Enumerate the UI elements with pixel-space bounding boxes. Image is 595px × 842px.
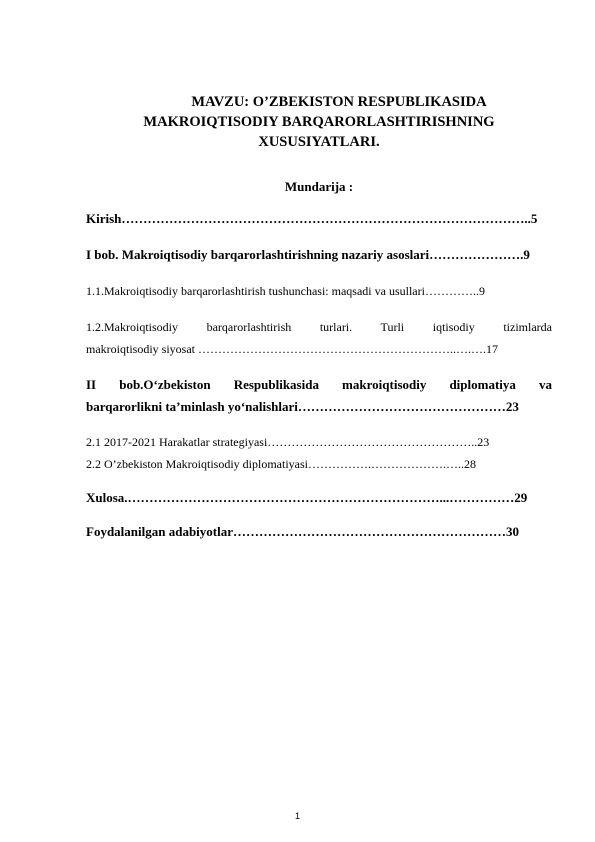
title-line-1: MAVZU: O’ZBEKISTON RESPUBLIKASIDA [191,94,487,110]
title-line-3: XUSUSIYATLARI. [258,134,380,150]
toc-entry-chapter-2-line-2: barqarorlikni ta’minlash yo‘nalishlari…………………………………………23 [86,399,519,414]
toc-entry-references: Foydalanilgan adabiyotlar………………………………………………………30 [86,524,519,539]
page-number: 1 [294,811,300,821]
toc-entry-section-2-1: 2.1 2017-2021 Harakatlar strategiyasi……………………………………………..23 [86,435,490,449]
toc-entry-section-1-2-line-1: 1.2.Makroiqtisodiy barqarorlashtirish turlari. Turli iqtisodiy tizimlarda [86,320,552,334]
toc-heading: Mundarija : [284,179,354,194]
toc-entry-section-2-2: 2.2 O’zbekiston Makroiqtisodiy diplomatiyasi…………….……………….…..28 [86,457,476,471]
toc-entry-conclusion: Xulosa.………………………………………………………………...……………29 [86,490,528,505]
title-line-2: MAKROIQTISODIY BARQARORLASHTIRISHNING [143,114,495,130]
toc-entry-chapter-1: I bob. Makroiqtisodiy barqarorlashtirishning nazariy asoslari………………….9 [86,247,530,262]
toc-entry-section-1-1: 1.1.Makroiqtisodiy barqarorlashtirish tushunchasi: maqsadi va usullari…………..9 [86,284,485,298]
toc-entry-chapter-2-line-1: II bob.O‘zbekiston Respublikasida makroiqtisodiy diplomatiya va [86,377,552,392]
toc-entry-section-1-2-line-2: makroiqtisodiy siyosat ………………………………………………………..….….17 [86,342,498,356]
toc-entry-intro: Kirish…………………………………………………………………………………..5 [86,211,538,226]
